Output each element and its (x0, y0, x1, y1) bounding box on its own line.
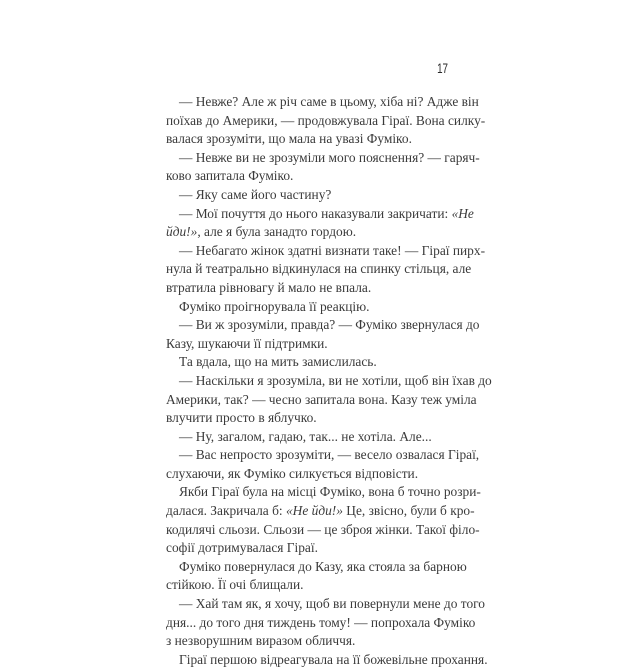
text-line: дня... до того дня тиждень тому! — попрохала Фуміко (166, 614, 476, 630)
page-number: 17 (437, 60, 448, 76)
text-line: Америки, так? — чесно запитала вона. Казу теж уміла (166, 391, 477, 407)
text-line: — Небагато жінок здатні визнати таке! — Гіраї пирх- (179, 242, 486, 258)
text-line: Якби Гіраї була на місці Фуміко, вона б точно розри- (179, 484, 481, 500)
text-line: — Яку саме його частину? (179, 186, 332, 202)
text-line: — Ви ж зрозуміли, правда? — Фуміко звернулася до (179, 317, 480, 333)
text-line: — Хай там як, я хочу, щоб ви повернули мене до того (179, 596, 486, 612)
text-line: Та вдала, що на мить замислилась. (179, 354, 377, 370)
text-line: Казу, шукаючи її підтримки. (166, 335, 328, 351)
text-line: ково запитала Фуміко. (166, 168, 294, 184)
text-line: стійкою. Її очі блищали. (166, 577, 304, 593)
text-line: Фуміко повернулася до Казу, яка стояла за барною (179, 558, 467, 574)
text-line: кодилячі сльози. Сльози — це зброя жінки. Такої філо- (166, 521, 480, 537)
text-line: валася зрозуміти, що мала на увазі Фуміко. (166, 131, 412, 147)
text-line: — Невже? Але ж річ саме в цьому, хіба ні? Адже він (179, 94, 479, 109)
text-line: втратила рівновагу й мало не впала. (166, 279, 372, 295)
text-line: поїхав до Америки, — продовжувала Гіраї. Вона силку- (166, 112, 486, 128)
text-line: — Невже ви не зрозуміли мого пояснення? — гаряч- (179, 149, 480, 165)
text-line: далася. Закричала б: «Не йди!» Це, звісно, були б кро- (166, 503, 475, 519)
text-line: влучити просто в яблучко. (166, 410, 317, 426)
text-line: — Мої почуття до нього наказували закричати: «Не (179, 205, 474, 221)
text-line: з незворушним виразом обличчя. (166, 633, 356, 649)
text-line: слухаючи, як Фуміко силкується відповісти. (166, 465, 419, 481)
text-line: софії дотримувалася Гіраї. (166, 540, 318, 556)
text-line: — Ну, загалом, гадаю, так... не хотіла. Але... (179, 428, 432, 444)
text-line: — Наскільки я зрозуміла, ви не хотіли, щоб він їхав до (179, 372, 492, 388)
text-line: нула й театрально відкинулася на спинку стільця, але (166, 261, 472, 277)
text-line: Гіраї першою відреагувала на її божевільне прохання. (179, 651, 488, 667)
text-line: йди!», але я була занадто гордою. (166, 224, 357, 240)
body-text (166, 93, 492, 669)
text-line: Фуміко проігнорувала її реакцію. (179, 298, 370, 314)
text-line: — Вас непросто зрозуміти, — весело озвалася Гіраї, (179, 447, 480, 463)
